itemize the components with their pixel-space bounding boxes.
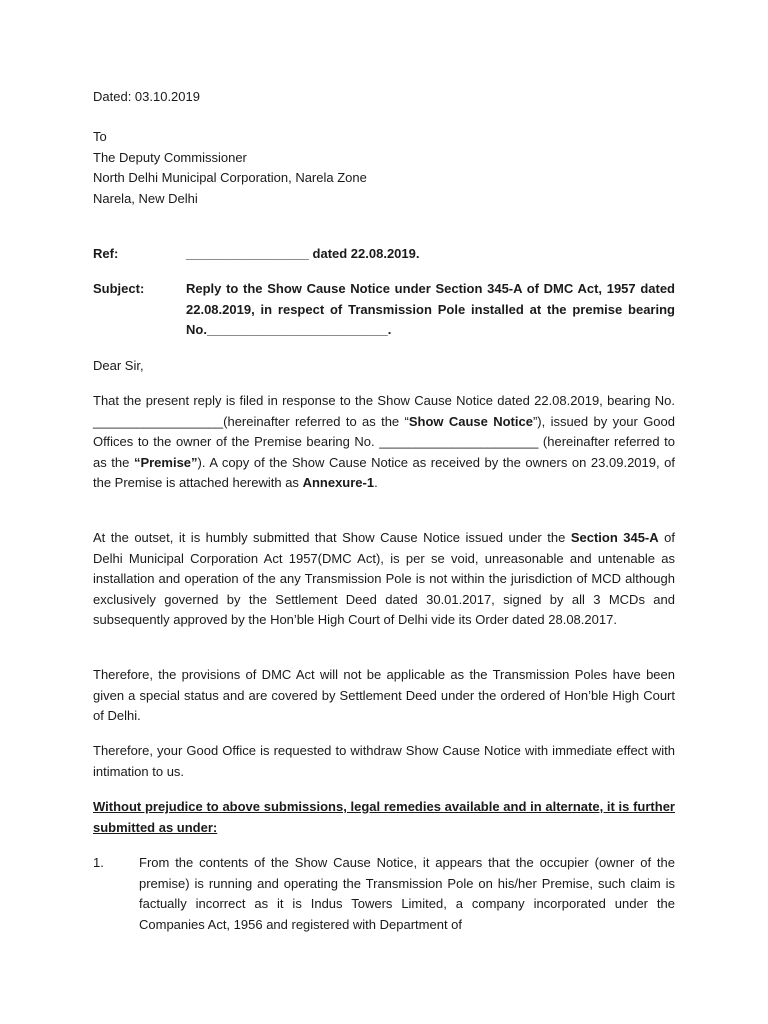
section-term: Section 345-A: [570, 530, 659, 545]
ref-label: Ref:: [93, 246, 119, 261]
paragraph-1-text-a: That the present reply is filed in response to the Show Cause Notice dated 22.08.2019, bearing No. __________________(hereinafter referred to as the “: [93, 393, 675, 429]
recipient-address: [93, 127, 675, 209]
paragraph-4: Therefore, your Good Office is requested to withdraw Show Cause Notice with immediate effect with intimation to us.: [93, 743, 675, 779]
address-line-2: North Delhi Municipal Corporation, Narela Zone: [93, 170, 367, 186]
date-line: Dated: 03.10.2019: [93, 89, 200, 104]
paragraph-3: Therefore, the provisions of DMC Act will not be applicable as the Transmission Poles have been given a special status and are covered by Settlement Deed under the ordered of Hon’ble High Court of Delhi.: [93, 667, 675, 724]
address-line-3: Narela, New Delhi: [93, 190, 198, 206]
show-cause-notice-term: Show Cause Notice: [408, 413, 533, 429]
item-text: From the contents of the Show Cause Notice, it appears that the occupier (owner of the premise) is running and operating the Transmission Pole on his/her Premise, such claim is factually incorrect as it is Indus Towers Limited, a company incorporated under the Companies Act, 1956 and registered with Department of: [139, 855, 675, 932]
salutation: Dear Sir,: [93, 358, 144, 373]
subject-label: Subject:: [93, 281, 145, 296]
ref-value: _________________ dated 22.08.2019.: [186, 246, 420, 261]
paragraph-1: [93, 391, 675, 494]
premise-term: “Premise”: [133, 454, 198, 470]
paragraph-1-text-b: ”), issued by your Good Offices to the owner of the Premise bearing No. ______________________ (hereinafter referred to as the: [93, 413, 676, 470]
subject-value: Reply to the Show Cause Notice under Section 345-A of DMC Act, 1957 dated 22.08.2019, in respect of Transmission Pole installed at the premise bearing No._________________________.: [186, 281, 675, 338]
paragraph-2: [93, 528, 675, 631]
paragraph-2-text-b: of Delhi Municipal Corporation Act 1957(DMC Act), is per se void, unreasonable and untenable as installation and operation of the any Transmission Pole is not within the jurisdiction of MCD although exclusively governed by the Settlement Deed dated 30.01.2017, signed by all 3 MCDs and subsequently approved by the Hon’ble High Court of Delhi vide its Order dated 28.08.2017.: [93, 530, 675, 628]
paragraph-1-text-c: ). A copy of the Show Cause Notice as received by the owners on 23.09.2019, of the Premise is attached herewith as: [93, 454, 675, 491]
address-to: To: [93, 129, 107, 144]
section-heading: Without prejudice to above submissions, legal remedies available and in alternate, it is further submitted as under:: [93, 799, 675, 835]
paragraph-1-text-d: .: [374, 475, 378, 491]
paragraph-2-text-a: At the outset, it is humbly submitted that Show Cause Notice issued under the: [93, 530, 571, 545]
address-line-1: The Deputy Commissioner: [93, 149, 247, 165]
item-number: 1.: [93, 855, 104, 870]
annexure-term: Annexure-1: [302, 475, 375, 491]
